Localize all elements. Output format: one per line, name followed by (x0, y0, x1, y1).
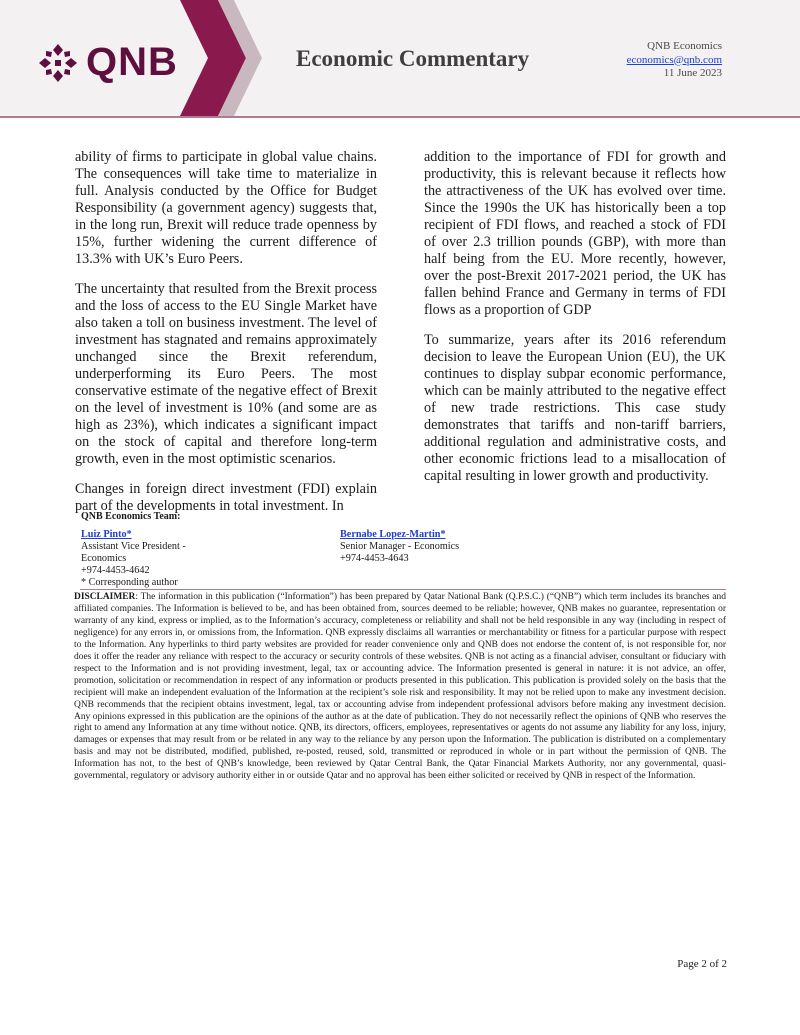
team-heading: QNB Economics Team: (81, 511, 181, 522)
page-title: Economic Commentary (296, 46, 530, 71)
disclaimer-text: : The information in this publication (“Information”) has been prepared by Qatar National Bank (Q.P.S.C.) (“QNB”) which term includes its branches and affiliated companies. The Information is believed to be, and has been obtained from, sources deemed to be reliable; however, QNB makes no guarantee, representation or warranty of any kind, express or implied, as to the Information’s accuracy, completeness or reliability and shall not be held responsible in any way (including in respect of negligence) for any errors in, or omissions from, the Information. QNB expressly disclaims all warranties or merchantability or fitness for a particular purpose with respect to the Information. Any hyperlinks to third party websites are provided for reader convenience only and QNB does not endorse the content of, is not responsible for, nor does it offer the reader any reliance with respect to the accuracy or security controls of these websites. QNB is not acting as a financial adviser, consultant or fiduciary with respect to the Information and is not providing investment, legal, tax or accounting advice. The Information presented is general in nature: it is not advice, an offer, promotion, solicitation or recommendation in respect of any information or products presented in this publication. This publication is provided solely on the basis that the recipient will make an independent evaluation of the Information at the recipient’s sole risk and responsibility. It may not be relied upon to make any investment decision. QNB recommends that the recipient obtains investment, legal, tax or accounting advise from independent professional advisors before making any investment decision. Any opinions expressed in this publication are the opinions of the author as at the date of publication. They do not necessarily reflect the opinions of QNB who reserves the right to amend any Information at any time without notice. QNB, its directors, officers, employees, representatives or agents do not assume any liability for any loss, injury, damages or expenses that may result from or be related in any way to the reliance by any person upon the Information. The publication is distributed on a complementary basis and may not be distributed, modified, published, re-posted, reused, sold, transmitted or reproduced in whole or in part without the permission of QNB. The Information has not, to the best of QNB’s knowledge, been reviewed by Qatar Central Bank, the Qatar Financial Markets Authority, nor any governmental, quasi-governmental, regulatory or advisory authority either in or outside Qatar and no approval has been either solicited or received by QNB in respect of the Information. (74, 592, 726, 782)
paragraph: addition to the importance of FDI for growth and productivity, this is relevant because it reflects how the attractiveness of the UK has evolved over time. Since the 1990s the UK has historically been a top recipient of FDI flows, and reached a stock of FDI of over 2.3 trillion pounds (GBP), with more than half being from the EU. More recently, however, over the post-Brexit 2017-2021 period, the UK has fallen behind France and Germany in terms of FDI flows as a proportion of GDP (424, 149, 726, 318)
team-member-name-link[interactable]: Bernabe Lopez-Martin* (340, 529, 446, 540)
team-member-name-link[interactable]: Luiz Pinto* (81, 529, 132, 540)
team-member-role: Assistant Vice President - Economics (81, 541, 186, 564)
team-member (340, 529, 540, 565)
body-column-left (75, 149, 377, 528)
disclaimer-label: DISCLAIMER (74, 592, 136, 602)
paragraph: To summarize, years after its 2016 referendum decision to leave the European Union (EU), the UK continues to display subpar economic performance, which can be mainly attributed to the negative effect of new trade restrictions. This case study demonstrates that tariffs and non-tariff barriers, additional regulation and administrative costs, and other economic frictions lead to a misallocation of capital resulting in lower growth and productivity. (424, 332, 726, 484)
page-header (0, 0, 800, 116)
economics-team (81, 511, 721, 588)
brand-wordmark: QNB (86, 40, 178, 84)
publication-date: 11 June 2023 (663, 67, 722, 79)
publication-meta (627, 40, 722, 81)
email-link[interactable]: economics@qnb.com (626, 53, 722, 66)
page-number: Page 2 of 2 (677, 958, 727, 970)
disclaimer (74, 592, 726, 783)
header-divider (0, 116, 800, 118)
paragraph: ability of firms to participate in global value chains. The consequences will take time to materialize in full. Analysis conducted by the Office for Budget Responsibility (a government agency) suggests that, in the long run, Brexit will reduce trade openness by 15%, further widening the current difference of 13.3% with UK’s Euro Peers. (75, 149, 377, 267)
disclaimer-divider (80, 589, 726, 590)
team-member-phone: +974-4453-4642 (81, 565, 150, 576)
body-column-right (424, 149, 726, 498)
org-name: QNB Economics (647, 40, 722, 52)
corresponding-author-note: * Corresponding author (81, 577, 178, 588)
team-member-role: Senior Manager - Economics (340, 541, 460, 552)
qnb-logo (38, 40, 178, 85)
paragraph: The uncertainty that resulted from the Brexit process and the loss of access to the EU Single Market have also taken a toll on business investment. The level of investment has stagnated and remains approximately unchanged since the Brexit referendum, underperforming its Euro Peers. The most conservative estimate of the negative effect of Brexit on the level of investment is 10% (and some are as high as 23%), which indicates a significant impact on the stock of capital and therefore long-term growth, even in the most optimistic scenarios. (75, 281, 377, 467)
team-member (81, 529, 221, 589)
paragraph: Changes in foreign direct investment (FDI) explain part of the developments in total investment. In (75, 481, 377, 514)
team-member-phone: +974-4453-4643 (340, 553, 409, 564)
qnb-logo-emblem-icon (38, 43, 78, 83)
